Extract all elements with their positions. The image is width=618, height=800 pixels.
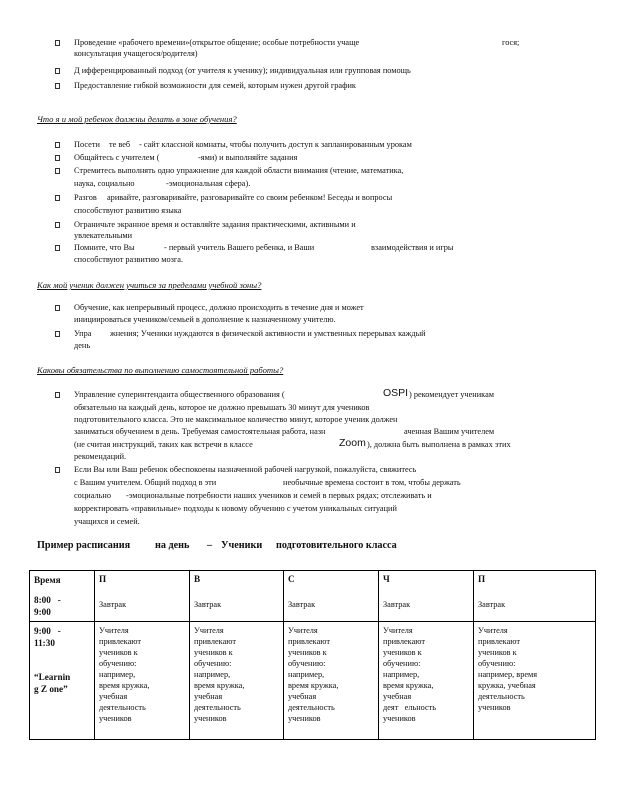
list-item: Посети: [74, 140, 100, 149]
table-cell: [474, 571, 596, 622]
list-item: -эмоциональная сфера).: [166, 179, 251, 188]
schedule-table: [29, 570, 596, 740]
list-item: жнения; Ученики нуждаются в физической активности и умственных перерывах каждый: [110, 329, 426, 338]
list-item: аченная Вашим учителем: [404, 427, 495, 436]
bullet-icon: [55, 195, 60, 201]
schedule-title-part: –: [207, 540, 213, 551]
table-row: [30, 622, 596, 740]
time-dash: -: [57, 595, 61, 605]
bullet-icon: [55, 168, 60, 174]
list-item: день: [74, 341, 91, 350]
table-cell: [30, 622, 95, 740]
list-item: (не считая инструкций, таких как встречи в классе: [74, 440, 253, 449]
list-item: подготовительного класса. Это не максимальное количество минут, которое ученик должен: [74, 415, 398, 424]
list-item: ), должна быть выполнена в рамках этих: [367, 440, 511, 449]
bullet-icon: [55, 305, 60, 311]
list-item: корректировать «правильные» подходы к новому обучению с учетом уникальных ситуаций: [74, 504, 397, 513]
table-cell: [379, 571, 474, 622]
bullet-icon: [55, 142, 60, 148]
cell-value: Завтрак: [288, 600, 316, 609]
list-item: с Вашим учителем. Общий подход в эти: [74, 478, 217, 487]
cell-value: Завтрак: [194, 600, 222, 609]
list-item: ) рекомендует ученикам: [409, 390, 495, 399]
list-item: OSPI: [383, 387, 409, 399]
list-item: Д ифференцированный подход (от учителя к ученику); индивидуальная или групповая помощь: [74, 66, 411, 75]
list-item: рекомендаций.: [74, 452, 127, 461]
cell-value: Завтрак: [99, 600, 127, 609]
list-item: Управление суперинтенданта общественного образования (: [74, 390, 285, 399]
column-header: П: [99, 574, 107, 584]
list-item: Если Вы или Ваш ребенок обеспокоены назначенной рабочей нагрузкой, пожалуйста, свяжитесь: [74, 465, 417, 474]
schedule-title-part: подготовительного класса: [276, 540, 397, 551]
bullet-icon: [55, 392, 60, 398]
table-cell: Учителя привлекают учеников к обучению: например, время кружка, учебная деятельность учеников: [190, 622, 284, 740]
schedule-title-part: Пример расписания: [37, 540, 131, 551]
bullet-icon: [55, 467, 60, 473]
bullet-icon: [55, 245, 60, 251]
column-header: Ч: [383, 574, 390, 584]
list-item: - сайт классной комнаты, чтобы получить доступ к запланированным урокам: [139, 140, 412, 149]
bullet-icon: [55, 155, 60, 161]
cell-value: Завтрак: [383, 600, 411, 609]
table-cell: [30, 571, 95, 622]
list-item: Предоставление гибкой возможности для семей, которым нужен другой график: [74, 81, 356, 90]
list-item: Разгов: [74, 193, 97, 202]
list-item: необычные времена состоит в том, чтобы держать: [283, 478, 461, 487]
section-heading: Каковы обязательства по выполнению самостоятельной работы?: [37, 365, 284, 375]
time-start: 8:00: [34, 595, 51, 605]
time-start: 9:00: [34, 626, 51, 636]
time-end: 11:30: [34, 638, 55, 648]
bullet-icon: [55, 40, 60, 46]
section-heading: Что я и мой ребенок должны делать в зоне обучения?: [37, 114, 237, 124]
table-row: [30, 571, 596, 622]
table-cell: [95, 571, 190, 622]
column-header: В: [194, 574, 201, 584]
list-item: способствуют развитию мозга.: [74, 255, 184, 264]
list-item: социально: [74, 491, 111, 500]
list-item: Упра: [74, 329, 92, 338]
time-end: 9:00: [34, 607, 51, 617]
list-item: те веб: [109, 140, 131, 149]
list-item: инициироваться учеником/семьей в дополнение к назначенному учителю.: [74, 315, 336, 324]
column-header: П: [478, 574, 486, 584]
list-item: Помните, что Вы: [74, 243, 135, 252]
list-item: гося;: [502, 38, 520, 47]
table-cell: Учителя привлекают учеников к обучению: например, время кружка, учебная деят ельность учеников: [379, 622, 474, 740]
bullet-icon: [55, 222, 60, 228]
list-item: аривайте, разговаривайте, разговаривайте со своим ребенком! Беседы и вопросы: [107, 193, 393, 202]
schedule-title-part: Ученики: [221, 540, 263, 551]
list-item: учащихся и семей.: [74, 517, 140, 526]
column-header: С: [288, 574, 295, 584]
bullet-icon: [55, 83, 60, 89]
table-cell: Учителя привлекают учеников к обучению: например, время кружка, учебная деятельность учеников: [474, 622, 596, 740]
list-item: Обучение, как непрерывный процесс, должно происходить в течение дня и может: [74, 303, 364, 312]
table-cell: Учителя привлекают учеников к обучению: например, время кружка, учебная деятельность учеников: [95, 622, 190, 740]
list-item: консультация учащегося/родителя): [74, 49, 198, 58]
list-item: -ями) и выполняйте задания: [198, 153, 298, 162]
cell-value: Завтрак: [478, 600, 506, 609]
schedule-title-part: на день: [155, 540, 190, 551]
bullet-icon: [55, 68, 60, 74]
list-item: Общайтесь с учителем (: [74, 153, 160, 162]
list-item: - первый учитель Вашего ребенка, и Ваши: [164, 243, 315, 252]
table-cell: [284, 571, 379, 622]
column-header: Время: [34, 575, 61, 585]
section-heading: Как мой ученик должен учиться за пределами учебной зоны?: [37, 280, 262, 290]
table-cell: Учителя привлекают учеников к обучению: например, время кружка, учебная деятельность учеников: [284, 622, 379, 740]
list-item: способствуют развитию языка: [74, 206, 182, 215]
learning-zone-label: “Learnin g Z one”: [34, 672, 71, 694]
list-item: Стремитесь выполнять одно упражнение для каждой области внимания (чтение, математика,: [74, 166, 404, 175]
list-item: обязательно на каждый день, которое не должно превышать 30 минут для учеников: [74, 403, 370, 412]
list-item: заниматься обучением в день. Требуемая самостоятельная работа, назн: [74, 427, 326, 436]
list-item: Ограничьте экранное время и оставляйте задания практическими, активными и: [74, 220, 356, 229]
bullet-icon: [55, 331, 60, 337]
list-item: увлекательными: [74, 231, 133, 240]
list-item: Zoom: [339, 437, 366, 449]
list-item: взаимодействия и игры: [371, 243, 454, 252]
list-item: -эмоциональные потребности наших учеников и семей в первых рядах; отслеживать и: [126, 491, 432, 500]
time-dash: -: [57, 626, 61, 636]
list-item: наука, социально: [74, 179, 135, 188]
list-item: Проведение «рабочего времени»(открытое общение; особые потребности учаще: [74, 38, 360, 47]
table-cell: [190, 571, 284, 622]
